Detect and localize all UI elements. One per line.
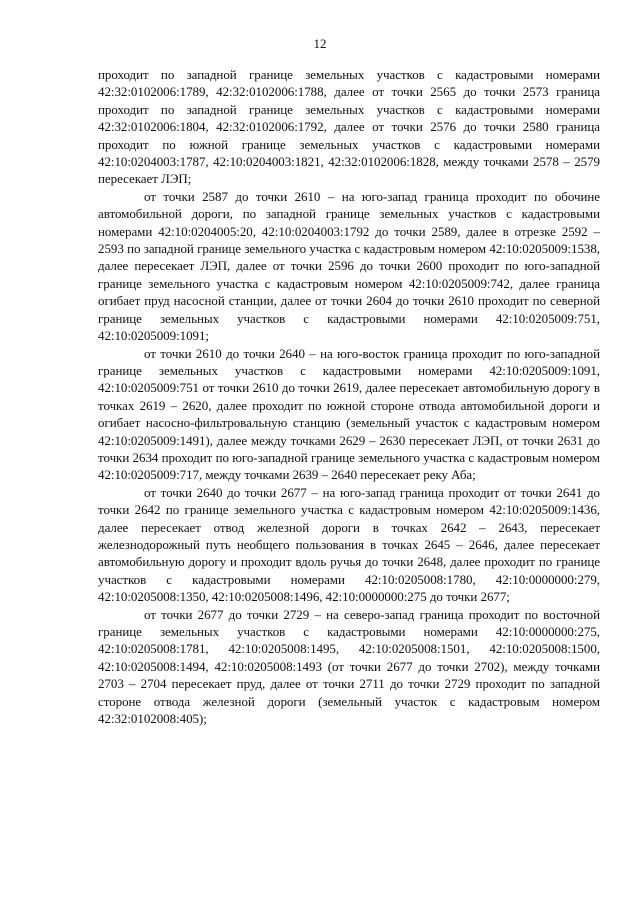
- document-body: [98, 66, 600, 727]
- paragraph-1: проходит по западной границе земельных участков с кадастровыми номерами 42:32:0102006:1789, 42:32:0102006:1788, далее от точки 2565 до точки 2573 граница проходит по западной границе земельных участков с кадастровыми номерами 42:32:0102006:1804, 42:32:0102006:1792, далее от точки 2576 до точки 2580 граница проходит по южной границе земельных участков с кадастровыми номерами 42:10:0204003:1787, 42:10:0204003:1821, 42:32:0102006:1828, между точками 2578 – 2579 пересекает ЛЭП;: [98, 67, 600, 187]
- paragraph-4: от точки 2640 до точки 2677 – на юго-запад граница проходит от точки 2641 до точки 2642 по границе земельного участка с кадастровым номером 42:10:0205009:1436, далее пересекает отвод железной дороги в точках 2642 – 2643, пересекает железнодорожный путь необщего пользования в точках 2645 – 2646, далее пересекает автомобильную дорогу и проходит вдоль ручья до точки 2648, далее проходит по границе участков с кадастровыми номерами 42:10:0205008:1780, 42:10:0000000:279, 42:10:0205008:1350, 42:10:0205008:1496, 42:10:0000000:275 до точки 2677;: [98, 484, 600, 605]
- page-number: 12: [313, 36, 327, 51]
- paragraph-5: от точки 2677 до точки 2729 – на северо-запад граница проходит по восточной границе земельных участков с кадастровыми номерами 42:10:0000000:275, 42:10:0205008:1781, 42:10:0205008:1495, 42:10:0205008:1501, 42:10:0205008:1500, 42:10:0205008:1494, 42:10:0205008:1493 (от точки 2677 до точки 2702), между точками 2703 – 2704 пересекает пруд, далее от точки 2711 до точки 2729 проходит по западной стороне отвода железной дороги (земельный участок с кадастровым номером 42:32:0102008:405);: [98, 606, 600, 727]
- paragraph-3: от точки 2610 до точки 2640 – на юго-восток граница проходит по юго-западной границе земельных участков с кадастровыми номерами 42:10:0205009:1091, 42:10:0205009:751 от точки 2610 до точки 2619, далее пересекает автомобильную дорогу в точках 2619 – 2620, далее проходит по южной стороне отвода автомобильной дороги и огибает насосно-фильтровальную станцию (земельный участок с кадастровым номером 42:10:0205009:1491), далее между точками 2629 – 2630 пересекает ЛЭП, от точки 2631 до точки 2634 проходит по юго-западной границе земельного участка с кадастровым номером 42:10:0205009:717, между точками 2639 – 2640 пересекает реку Аба;: [98, 345, 600, 483]
- paragraph-2: от точки 2587 до точки 2610 – на юго-запад граница проходит по обочине автомобильной дороги, по западной границе земельных участков с кадастровыми номерами 42:10:0204005:20, 42:10:0204003:1792 до точки 2589, далее в отрезке 2592 – 2593 по западной границе земельного участка с кадастровым номером 42:10:0205009:1538, далее пересекает ЛЭП, далее от точки 2596 до точки 2600 проходит по юго-западной границе земельного участка с кадастровым номером 42:10:0205009:742, далее граница огибает пруд насосной станции, далее от точки 2604 до точки 2610 проходит по северной границе земельных участков с кадастровыми номерами 42:10:0205009:751, 42:10:0205009:1091;: [98, 188, 600, 344]
